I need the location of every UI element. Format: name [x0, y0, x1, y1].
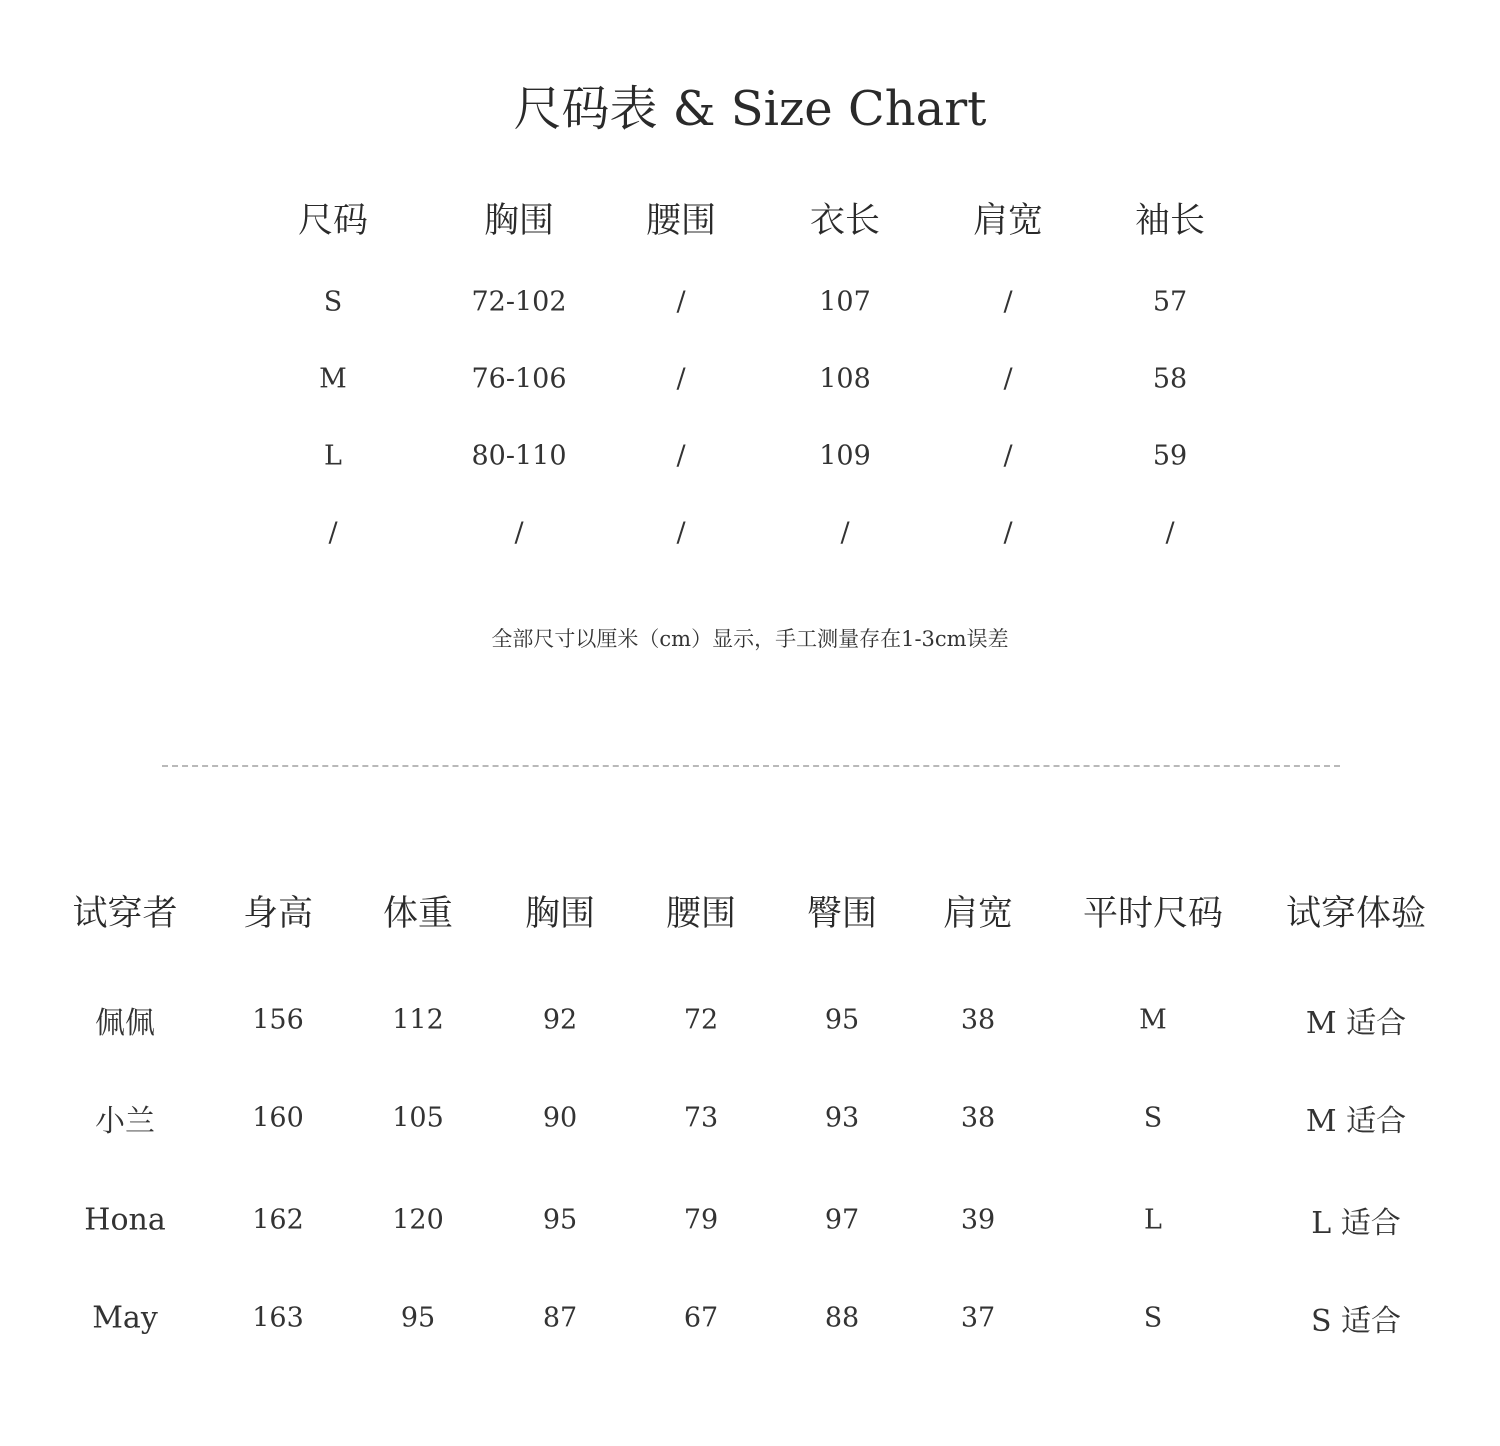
size-table-cell: 58 [1152, 363, 1188, 395]
tryon-header-cell: 身高 [242, 894, 314, 934]
size-table-cell: / [1003, 440, 1013, 472]
size-header-cell: 腰围 [645, 201, 717, 241]
size-table-cell: / [328, 517, 338, 549]
tryon-table-cell: 79 [683, 1204, 719, 1236]
tryon-table-cell: M 适合 [1305, 1006, 1407, 1041]
tryon-table-cell: 92 [542, 1004, 578, 1036]
measurement-note: 全部尺寸以厘米（cm）显示，手工测量存在1-3cm误差 [491, 627, 1009, 651]
tryon-header-cell: 平时尺码 [1082, 894, 1224, 934]
size-table-cell: / [514, 517, 524, 549]
tryon-table-cell: 95 [542, 1204, 578, 1236]
tryon-table-cell: 38 [960, 1102, 996, 1134]
size-header-cell: 胸围 [483, 201, 555, 241]
tryon-table-cell: 88 [824, 1302, 860, 1334]
tryon-table-cell: 105 [392, 1102, 444, 1134]
tryon-table-cell: 87 [542, 1302, 578, 1334]
tryon-table-cell: S 适合 [1310, 1304, 1402, 1339]
size-table-cell: 57 [1152, 286, 1188, 318]
tryon-table-cell: M [1139, 1004, 1167, 1036]
tryon-header-cell: 肩宽 [942, 894, 1014, 934]
tryon-person-name: 佩佩 [95, 1006, 155, 1041]
tryon-table-cell: 72 [683, 1004, 719, 1036]
tryon-header-cell: 臀围 [806, 894, 878, 934]
tryon-table-cell: L 适合 [1311, 1206, 1401, 1241]
size-table-cell: / [1003, 517, 1013, 549]
section-divider [162, 765, 1340, 767]
tryon-header-cell: 胸围 [524, 894, 596, 934]
tryon-table-cell: 95 [824, 1004, 860, 1036]
size-table-cell: / [840, 517, 850, 549]
size-header-cell: 袖长 [1134, 201, 1206, 241]
tryon-person-name: 小兰 [95, 1104, 155, 1139]
tryon-table-cell: 160 [252, 1102, 304, 1134]
size-table-cell: / [676, 363, 686, 395]
tryon-table-cell: 120 [392, 1204, 444, 1236]
tryon-table-cell: 39 [960, 1204, 996, 1236]
size-table-cell: / [676, 286, 686, 318]
size-table-cell: 76-106 [471, 363, 567, 395]
size-table-cell: 72-102 [471, 286, 567, 318]
tryon-person-name: May [92, 1300, 158, 1336]
page-title: 尺码表 & Size Chart [513, 81, 987, 137]
size-table-cell: M [319, 363, 347, 395]
size-table-cell: 59 [1152, 440, 1188, 472]
tryon-table-cell: L [1144, 1204, 1162, 1236]
tryon-header-cell: 试穿体验 [1285, 894, 1427, 934]
size-table-cell: 109 [819, 440, 871, 472]
size-table-cell: / [1003, 286, 1013, 318]
tryon-table-cell: 163 [252, 1302, 304, 1334]
tryon-table-cell: 90 [542, 1102, 578, 1134]
size-header-cell: 衣长 [809, 201, 881, 241]
size-table-cell: 108 [819, 363, 871, 395]
tryon-table-cell: 37 [960, 1302, 996, 1334]
size-table-cell: / [1165, 517, 1175, 549]
tryon-table-cell: 73 [683, 1102, 719, 1134]
tryon-table-cell: S [1143, 1302, 1163, 1334]
tryon-header-cell: 体重 [382, 894, 454, 934]
tryon-table-cell: 156 [252, 1004, 304, 1036]
tryon-table-cell: 38 [960, 1004, 996, 1036]
tryon-person-name: Hona [84, 1202, 166, 1238]
size-table-cell: / [676, 440, 686, 472]
tryon-table-cell: 95 [400, 1302, 436, 1334]
size-header-cell: 肩宽 [972, 201, 1044, 241]
tryon-table-cell: 93 [824, 1102, 860, 1134]
size-table-cell: S [323, 286, 343, 318]
size-table-cell: / [676, 517, 686, 549]
size-table-cell: 80-110 [471, 440, 567, 472]
tryon-table-cell: 162 [252, 1204, 304, 1236]
tryon-header-cell: 腰围 [665, 894, 737, 934]
tryon-table-cell: S [1143, 1102, 1163, 1134]
tryon-table-cell: 97 [824, 1204, 860, 1236]
size-header-cell: 尺码 [297, 201, 369, 241]
tryon-table-cell: M 适合 [1305, 1104, 1407, 1139]
size-table-cell: L [324, 440, 342, 472]
tryon-table-cell: 112 [392, 1004, 444, 1036]
size-table-cell: / [1003, 363, 1013, 395]
tryon-header-cell: 试穿者 [72, 894, 178, 934]
size-table-cell: 107 [819, 286, 871, 318]
tryon-table-cell: 67 [683, 1302, 719, 1334]
